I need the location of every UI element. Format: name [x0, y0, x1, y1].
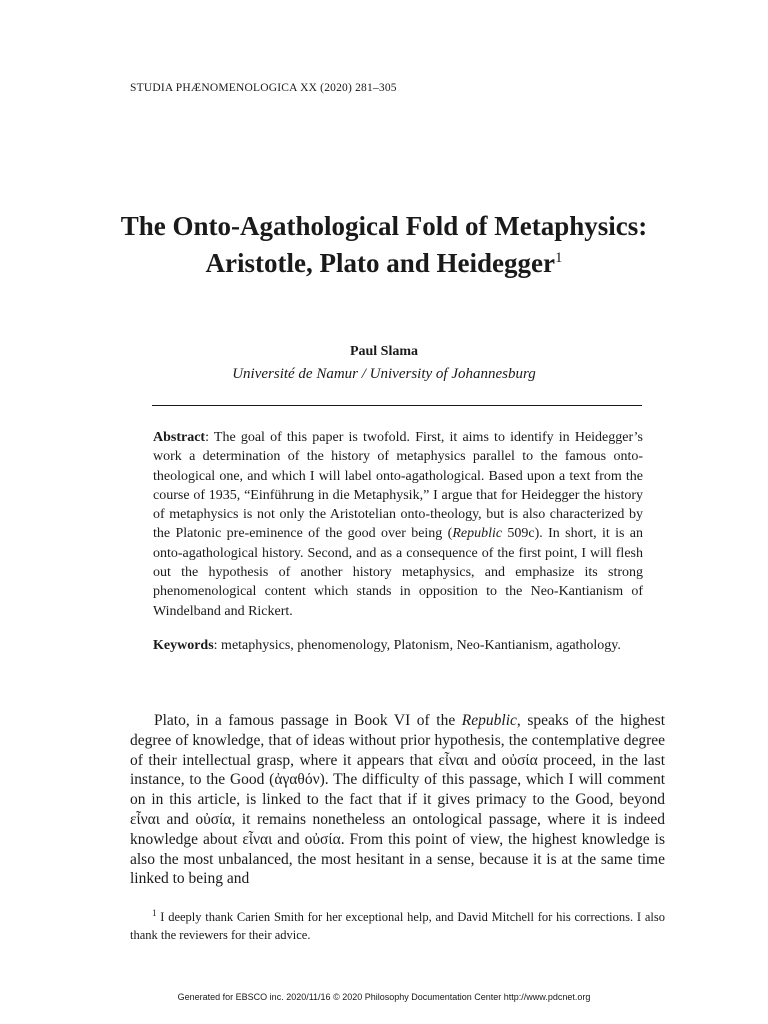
page-footer: Generated for EBSCO inc. 2020/11/16 © 2020 Philosophy Documentation Center http://www.pdcnet.org: [177, 992, 591, 1002]
author-affiliation: Université de Namur / University of Johannesburg: [232, 366, 536, 382]
keywords: [153, 636, 643, 655]
body-italic-work: Republic: [461, 712, 517, 729]
body-text-part-2: , speaks of the highest degree of knowledge, that of ideas without prior hypothesis, the contemplative degree of their intellectual grasp, where it appears that εἶναι and οὐσία proceed, in the last instance, to the Good (ἀγαθόν). The difficulty of this passage, which I will comment on in this article, is linked to the fact that if it gives primacy to the Good, beyond εἶναι and οὐσία, it remains nonetheless an ontological passage, where it is indeed knowledge about εἶναι and οὐσία. From this point of view, the highest knowledge is also the most unbalanced, the most hesitant in a sense, because it is at the same time linked to being and: [130, 712, 665, 888]
footnote-text: I deeply thank Carien Smith for her exceptional help, and David Mitchell for his corrections. I also thank the reviewers for their advice.: [130, 910, 665, 942]
running-head: STUDIA PHÆNOMENOLOGICA XX (2020) 281–305: [130, 82, 397, 94]
header-divider: [152, 405, 642, 406]
abstract-text-part-2: 509c). In short, it is an onto-agathological history. Second, and as a consequence of the first point, I will flesh out the hypothesis of another history metaphysics, and emphasize its strong phenomenological content which stands in opposition to the Neo-Kantianism of Windelband and Rickert.: [153, 526, 643, 619]
abstract: [153, 428, 643, 621]
keywords-text: : metaphysics, phenomenology, Platonism, Neo-Kantianism, agathology.: [213, 638, 621, 653]
footnote-marker: 1: [152, 907, 157, 918]
title-footnote-marker[interactable]: 1: [554, 250, 563, 266]
keywords-label: Keywords: [153, 638, 214, 653]
abstract-text-part-1: : The goal of this paper is twofold. First, it aims to identify in Heidegger’s work a determination of the history of metaphysics parallel to the famous onto-theological one, and which I will label onto-agathological. Based upon a text from the course of 1935, “Einführung in die Metaphysik,” I argue that for Heidegger the history of metaphysics is not only the Aristotelian onto-theology, but is also characterized by the Platonic pre-eminence of the good over being (: [153, 430, 643, 542]
body-paragraph: [130, 711, 665, 889]
author-name: Paul Slama: [349, 344, 419, 359]
footnote: [130, 908, 665, 944]
abstract-label: Abstract: [153, 430, 206, 445]
abstract-italic-work: Republic: [452, 526, 503, 542]
article-title-text: The Onto-Agathological Fold of Metaphysics: Aristotle, Plato and Heidegger: [120, 211, 648, 278]
body-text-part-1: Plato, in a famous passage in Book VI of the: [154, 712, 462, 729]
article-title: [120, 208, 648, 282]
